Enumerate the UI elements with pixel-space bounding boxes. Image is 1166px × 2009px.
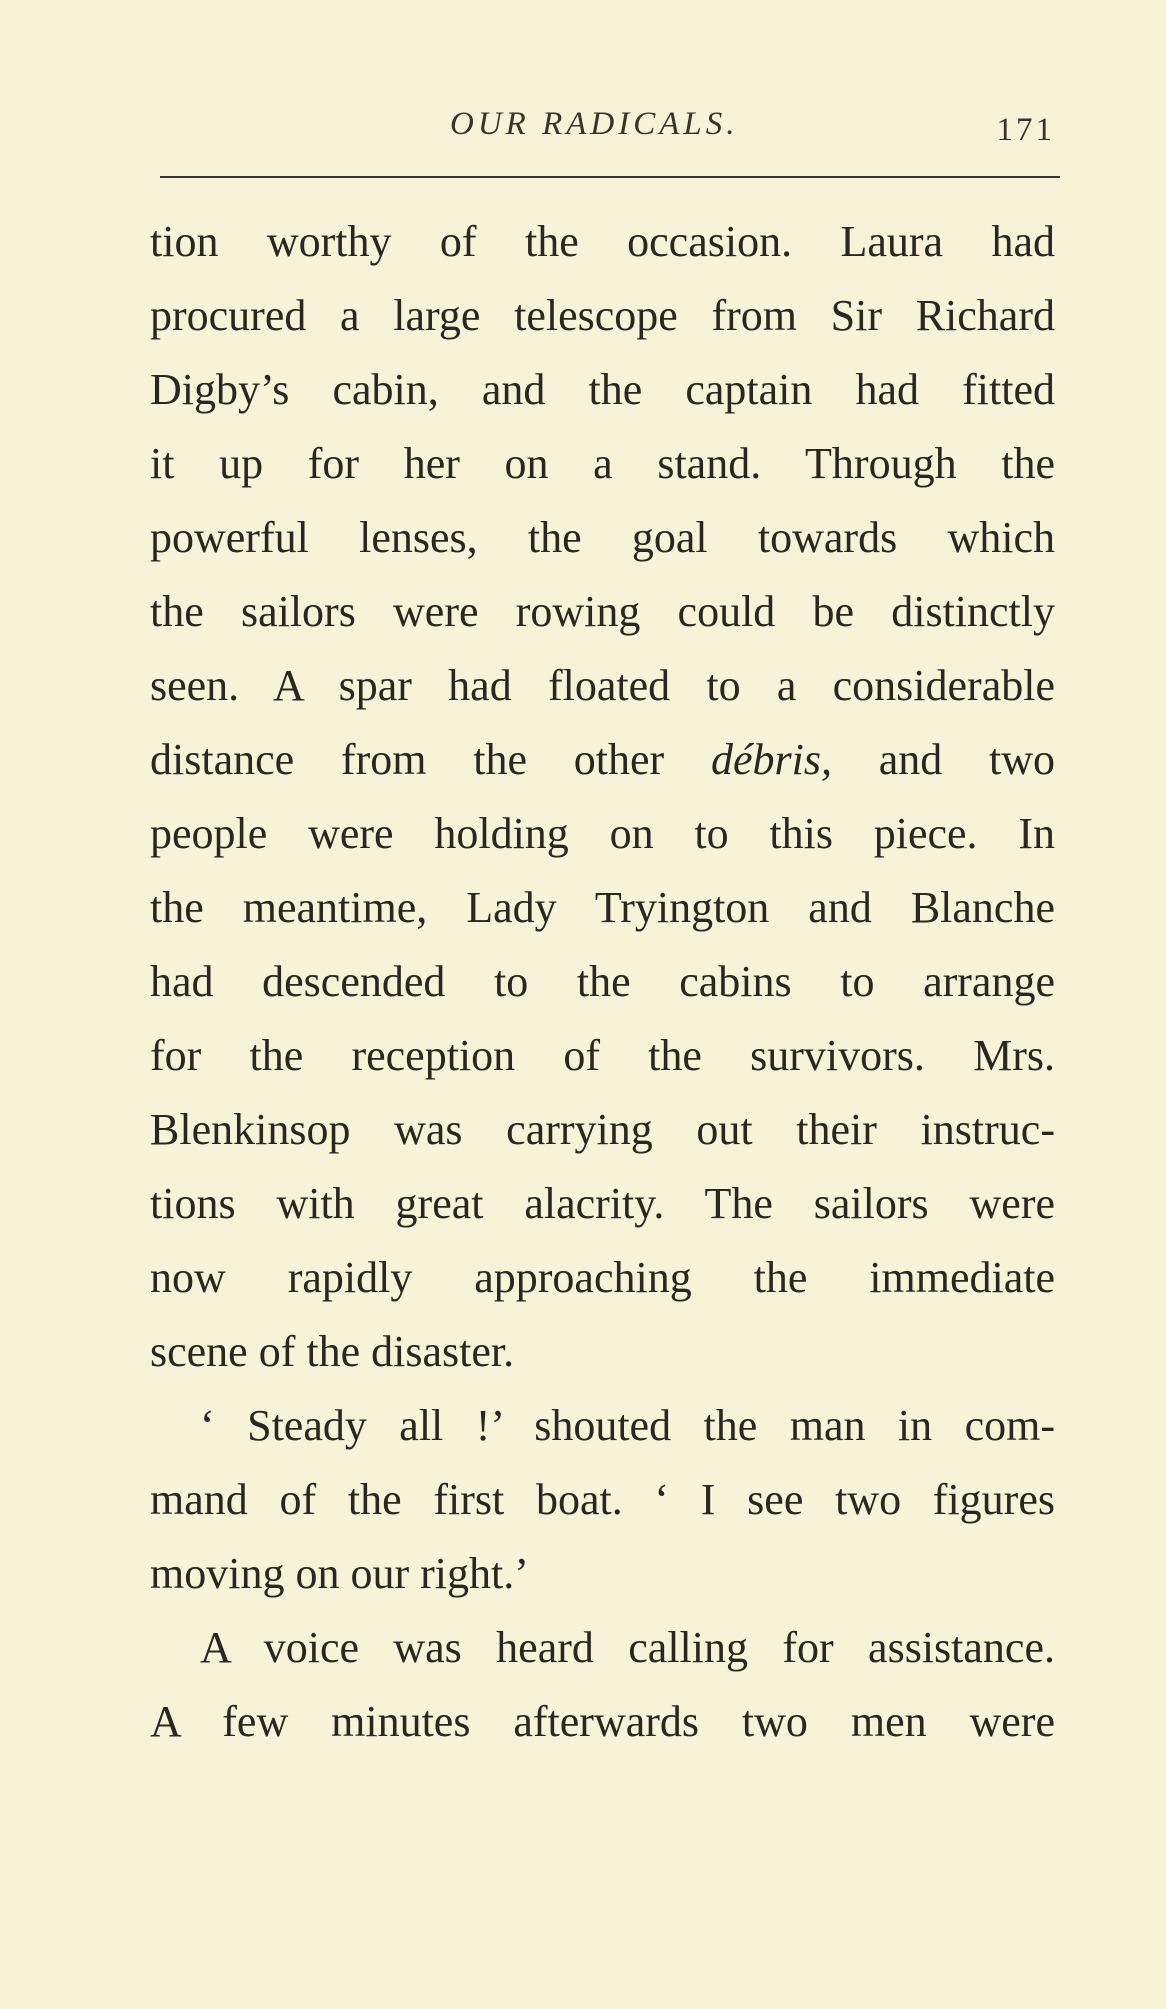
text-line: scene of the disaster. [150, 1327, 515, 1376]
text-line-part: distance from the other [150, 735, 711, 784]
header-rule [160, 176, 1060, 178]
text-line: the sailors were rowing could be distinctly [150, 587, 1055, 636]
text-line: procured a large telescope from Sir Richard [150, 291, 1055, 340]
running-title: OUR RADICALS. [450, 106, 739, 142]
text-line: A few minutes afterwards two men were [150, 1697, 1055, 1746]
text-line: Blenkinsop was carrying out their instruc- [150, 1105, 1055, 1154]
text-line-part: and two [831, 735, 1056, 784]
text-line: it up for her on a stand. Through the [150, 439, 1055, 488]
text-line: now rapidly approaching the immediate [150, 1253, 1055, 1302]
text-line: people were holding on to this piece. In [150, 809, 1055, 858]
text-line: mand of the first boat. ‘ I see two figures [150, 1475, 1055, 1524]
text-line [150, 723, 1055, 797]
text-line: tions with great alacrity. The sailors were [150, 1179, 1055, 1228]
page-number: 171 [996, 112, 1055, 148]
body-text [150, 205, 1055, 1759]
text-line: A voice was heard calling for assistance. [200, 1623, 1055, 1672]
text-line: Digby’s cabin, and the captain had fitted [150, 365, 1055, 414]
italic-word: débris, [710, 735, 832, 784]
text-line: powerful lenses, the goal towards which [150, 513, 1055, 562]
text-line: moving on our right.’ [150, 1549, 529, 1598]
text-line: ‘ Steady all !’ shouted the man in com- [200, 1401, 1055, 1450]
text-line: for the reception of the survivors. Mrs. [150, 1031, 1055, 1080]
text-line: the meantime, Lady Tryington and Blanche [150, 883, 1055, 932]
text-line: tion worthy of the occasion. Laura had [150, 217, 1055, 266]
text-line: had descended to the cabins to arrange [150, 957, 1055, 1006]
running-head [150, 100, 1055, 170]
text-line: seen. A spar had floated to a considerable [150, 661, 1055, 710]
